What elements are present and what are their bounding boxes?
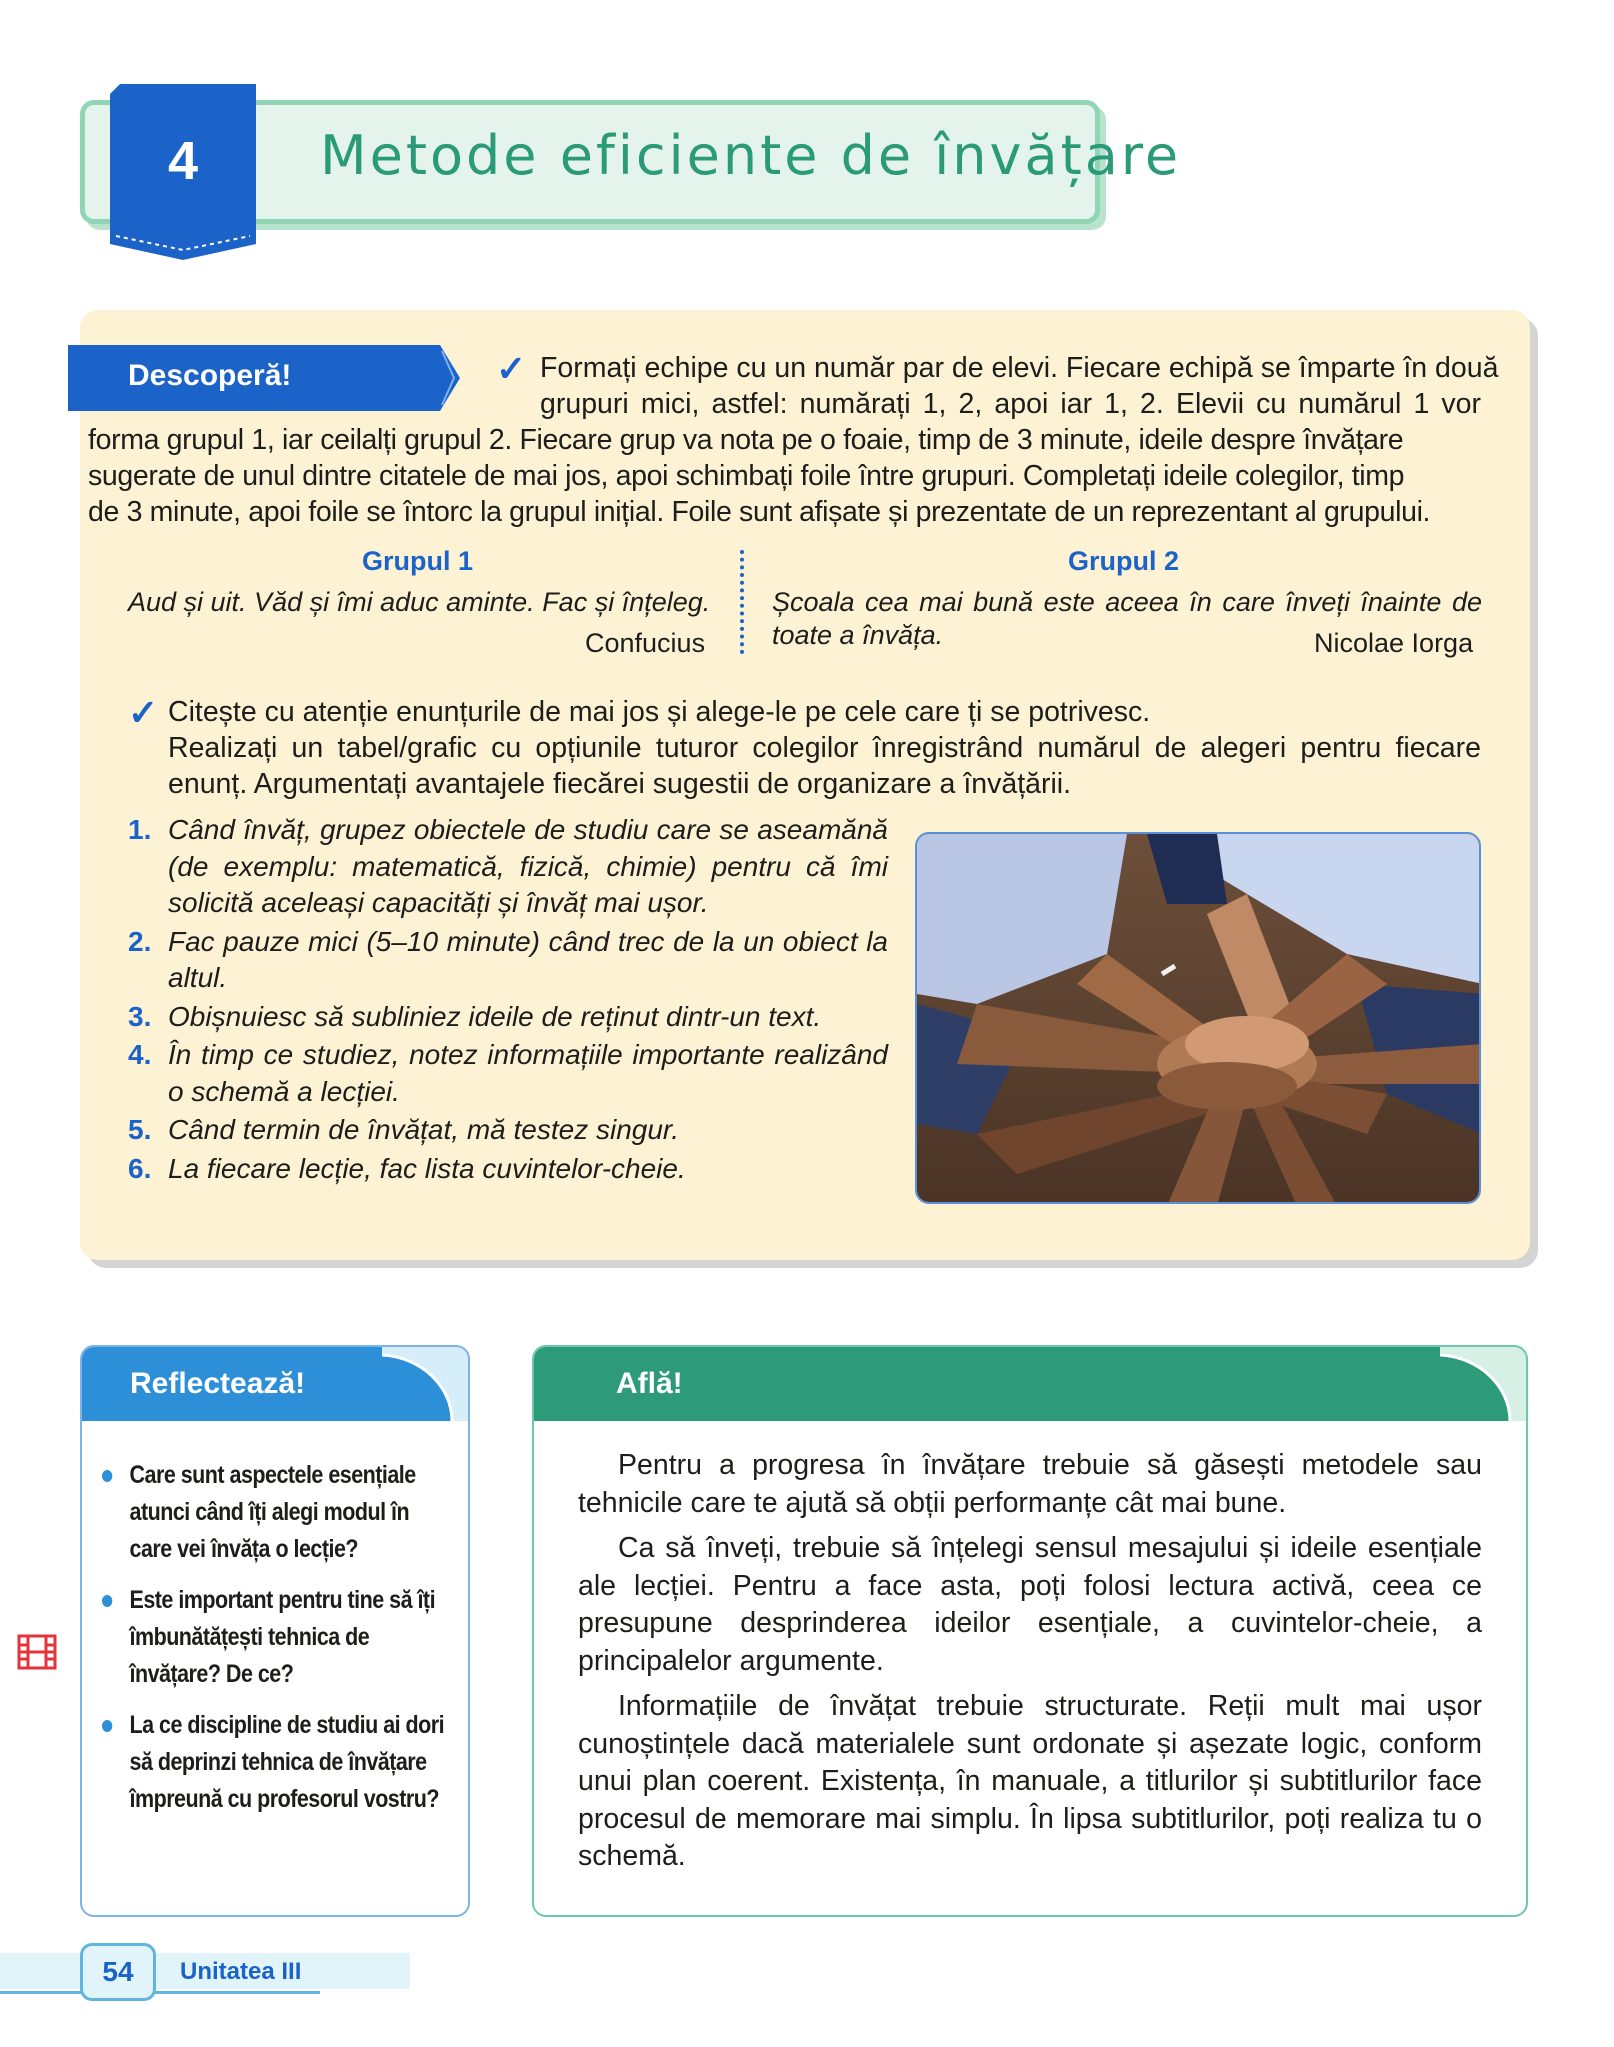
task1-line: sugerate de unul dintre citatele de mai jos, apoi schimbați foile între grupuri. Completați ideile colegilor, timp [88,460,1405,492]
task1-line: forma grupul 1, iar ceilalți grupul 2. Fiecare grup va nota pe o foaie, timp de 3 minute, ideile despre învățare [88,424,1404,456]
reflect-box [80,1345,470,1917]
statement-number: 6. [128,1152,152,1184]
learn-paragraph: Pentru a progresa în învățare trebuie să găsești metodele sau tehnicile care te ajută să obții performanțe cât mai bune. [578,1449,1482,1519]
group2-title: Grupul 2 [1068,546,1180,576]
hands-photo [915,832,1481,1204]
group1-author: Confucius [585,628,706,658]
learn-header [534,1347,1528,1421]
lesson-number: 4 [167,131,199,191]
hands-photo-illustration [917,834,1481,1204]
list-item [128,812,888,922]
group2-quote-line: toate a învăța. [772,620,944,650]
footer-rule [0,1991,320,1994]
reflect-header [82,1347,470,1421]
discover-tab [68,345,460,411]
film-icon[interactable] [16,1631,58,1673]
learn-label: Află! [616,1367,683,1400]
statement-text: Când termin de învățat, mă testez singur. [168,1114,679,1145]
statement-number: 2. [128,925,152,957]
reflect-question: La ce discipline de studiu ai dori să deprinzi tehnica de învățare împreună cu profesorul vostru? [129,1711,445,1813]
group-divider [740,550,744,654]
statement-number: 3. [128,1000,152,1032]
reflect-question-list [102,1457,452,1832]
check-icon: ✓ [496,348,527,389]
group2-author: Nicolae Iorga [1314,628,1474,658]
task2-line: enunț. Argumentați avantajele fiecărei sugestii de organizare a învățării. [168,768,1072,800]
group1-title: Grupul 1 [362,546,474,576]
bullet-icon [102,1720,112,1732]
page-number: 54 [80,1943,156,2001]
task1-line: Formați echipe cu un număr par de elevi. Fiecare echipă se împarte în două [540,352,1499,384]
statement-text: La fiecare lecție, fac lista cuvintelor-cheie. [168,1152,686,1184]
task1-line: grupuri mici, astfel: numărați 1, 2, apoi iar 1, 2. Elevii cu numărul 1 vor [540,388,1481,420]
task2-line: Realizați un tabel/grafic cu opțiunile tuturor colegilor înregistrând numărul de alegeri pentru fiecare [168,732,1481,764]
statement-text: Când învăț, grupez obiectele de studiu care se aseamănă (de exemplu: matematică, fizică, chimie) pentru că îmi solicită aceleași capacități și învăț mai ușor. [168,814,888,918]
reflect-question: Care sunt aspectele esențiale atunci când îți alegi modul în care vei învăța o lecție? [129,1461,416,1563]
list-item [102,1582,446,1693]
lesson-number-tab [110,84,256,264]
learn-text [578,1447,1482,1884]
learn-paragraph: Ca să înveți, trebuie să înțelegi sensul mesajului și ideile esențiale ale lecției. Pentru a face asta, poți folosi lectura activă, ceea ce presupune desprinderea ideilor esențiale, a cuvintelor-cheie, a principalelor argumente. [578,1532,1482,1677]
lesson-title: Metode eficiente de învățare [320,124,1182,187]
discover-label: Descoperă! [128,359,292,392]
learn-box [532,1345,1528,1917]
statement-text: În timp ce studiez, notez informațiile importante realizând o schemă a lecției. [168,1039,888,1107]
bullet-icon [102,1470,112,1482]
list-item [102,1707,446,1818]
task2-line: Citește cu atenție enunțurile de mai jos și alege-le pe cele care ți se potrivesc. [168,696,1151,728]
group2-quote-line: Școala cea mai bună este aceea în care înveți înainte de [772,587,1482,617]
list-item [102,1457,446,1568]
statement-text: Fac pauze mici (5–10 minute) când trec de la un obiect la altul. [168,925,888,993]
lesson-header [80,96,1182,228]
statement-number: 4. [128,1039,152,1070]
list-item [128,924,888,997]
task1-line: de 3 minute, apoi foile se întorc la grupul inițial. Foile sunt afișate și prezentate de un reprezentant al grupului. [88,496,1431,528]
reflect-label: Reflectează! [130,1367,306,1400]
task1-body [88,422,1481,530]
list-item [128,1151,888,1188]
task2 [168,694,1481,802]
bullet-icon [102,1595,112,1607]
task1-lead [540,350,1499,422]
corner-curl-icon [1440,1347,1528,1421]
unit-label: Unitatea III [180,1958,302,1985]
list-item [128,1037,888,1110]
group1-quote: Aud și uit. Văd și îmi aduc aminte. Fac și înțeleg. [128,587,711,617]
list-item [128,1112,888,1149]
statement-text: Obișnuiesc să subliniez ideile de reținut dintr-un text. [168,1000,822,1032]
statement-number: 5. [128,1114,152,1145]
reflect-question: Este important pentru tine să îți îmbunătățești tehnica de învățare? De ce? [129,1586,436,1688]
statement-number: 1. [128,814,152,845]
check-icon: ✓ [128,692,159,733]
learn-paragraph: Informațiile de învățat trebuie structurate. Reții mult mai ușor cunoștințele dacă materialele sunt ordonate și așezate logic, conform unui plan coerent. Existența, în manuale, a titlurilor și subtitlurilor face procesul de memorare mai simplu. În lipsa subtitlurilor, poți realiza tu o schemă. [578,1690,1482,1872]
statement-list [128,812,888,1189]
corner-curl-icon [382,1347,470,1421]
list-item [128,999,888,1036]
